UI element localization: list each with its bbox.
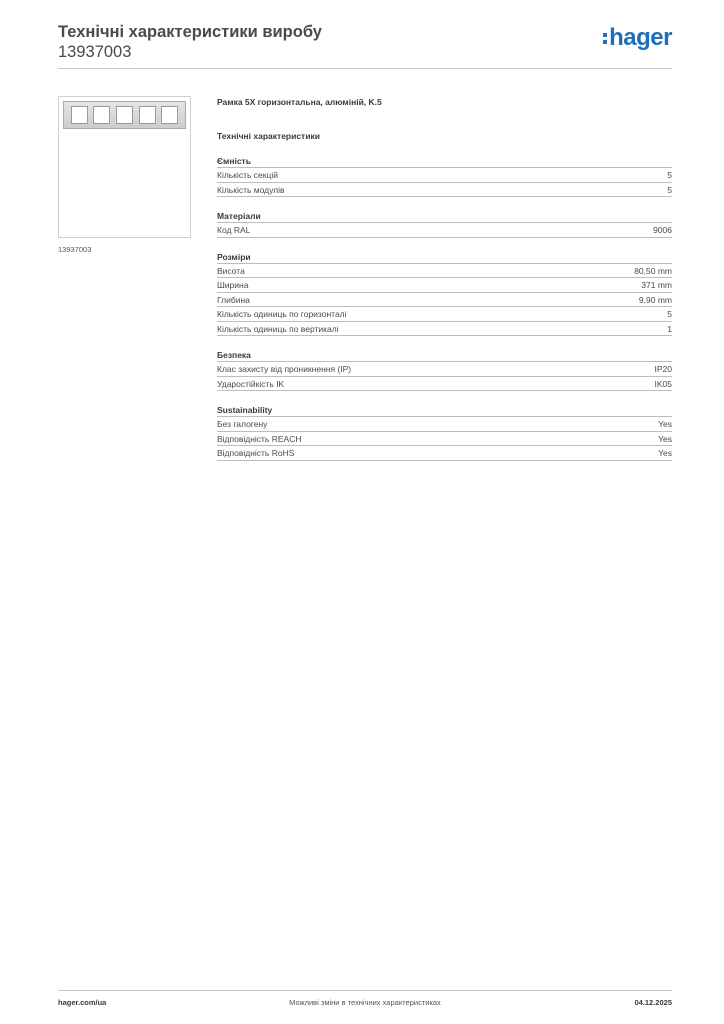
frame-opening xyxy=(116,106,133,124)
spec-row xyxy=(217,278,672,293)
spec-value: Yes xyxy=(658,448,672,458)
spec-value: 5 xyxy=(667,309,672,319)
spec-value: 9,90 mm xyxy=(638,294,672,305)
spec-group xyxy=(217,210,672,238)
spec-label: Кількість модулів xyxy=(217,184,285,195)
spec-value: 5 xyxy=(667,184,672,195)
spec-row xyxy=(217,264,672,279)
specifications xyxy=(217,96,672,461)
product-code: 13937003 xyxy=(58,43,132,61)
frame-opening xyxy=(71,106,88,124)
spec-row xyxy=(217,377,672,392)
footer-date: 04.12.2025 xyxy=(634,998,672,1007)
spec-row xyxy=(217,168,672,183)
spec-group xyxy=(217,404,672,461)
spec-value: IP20 xyxy=(654,364,672,374)
spec-label: Без галогену xyxy=(217,419,268,429)
image-caption: 13937003 xyxy=(58,245,92,254)
product-name: Рамка 5X горизонтальна, алюміній, K.5 xyxy=(217,97,382,107)
spec-value: Yes xyxy=(658,433,672,444)
spec-label: Код RAL xyxy=(217,225,251,235)
spec-row xyxy=(217,417,672,432)
spec-label: Ширина xyxy=(217,280,249,290)
spec-label: Висота xyxy=(217,265,245,276)
frame-opening xyxy=(139,106,156,124)
spec-label: Кількість одиниць по вертикалі xyxy=(217,323,339,334)
frame-opening xyxy=(93,106,110,124)
page-header xyxy=(58,22,672,70)
spec-row xyxy=(217,223,672,238)
spec-label: Ударостійкість IK xyxy=(217,378,285,389)
header-divider xyxy=(58,68,672,69)
spec-row xyxy=(217,293,672,308)
spec-row xyxy=(217,322,672,337)
spec-value: 9006 xyxy=(653,225,672,235)
page-footer xyxy=(58,998,672,1010)
spec-group-title: Sustainability xyxy=(217,404,672,417)
spec-row xyxy=(217,183,672,198)
footer-disclaimer: Можливі зміни в технічних характеристиках xyxy=(289,998,441,1007)
spec-value: IK05 xyxy=(654,378,672,389)
spec-label: Глибина xyxy=(217,294,250,305)
spec-value: Yes xyxy=(658,419,672,429)
spec-value: 371 mm xyxy=(641,280,672,290)
product-image xyxy=(58,96,191,238)
spec-group-title: Безпека xyxy=(217,349,672,362)
logo-mark-icon xyxy=(603,33,607,44)
frame-opening xyxy=(161,106,178,124)
spec-row xyxy=(217,446,672,461)
spec-group xyxy=(217,155,672,197)
spec-label: Клас захисту від проникнення (IP) xyxy=(217,364,352,374)
spec-group xyxy=(217,349,672,391)
frame-picture xyxy=(63,101,186,129)
footer-website: hager.com/ua xyxy=(58,998,107,1007)
spec-value: 1 xyxy=(667,323,672,334)
spec-group-title: Розміри xyxy=(217,251,672,264)
spec-group-title: Матеріали xyxy=(217,210,672,223)
spec-label: Кількість одиниць по горизонталі xyxy=(217,309,347,319)
hager-logo xyxy=(603,24,672,52)
section-title: Технічні характеристики xyxy=(217,131,320,141)
spec-label: Кількість секцій xyxy=(217,170,278,180)
spec-group xyxy=(217,251,672,337)
spec-groups xyxy=(217,155,672,461)
spec-label: Відповідність REACH xyxy=(217,433,302,444)
spec-row xyxy=(217,307,672,322)
spec-row xyxy=(217,362,672,377)
spec-value: 5 xyxy=(667,170,672,180)
footer-divider xyxy=(58,990,672,991)
document-title: Технічні характеристики виробу xyxy=(58,23,322,41)
spec-group-title: Ємність xyxy=(217,155,672,168)
logo-text: hager xyxy=(609,24,672,51)
spec-value: 80,50 mm xyxy=(634,265,672,276)
spec-label: Відповідність RoHS xyxy=(217,448,295,458)
spec-row xyxy=(217,432,672,447)
